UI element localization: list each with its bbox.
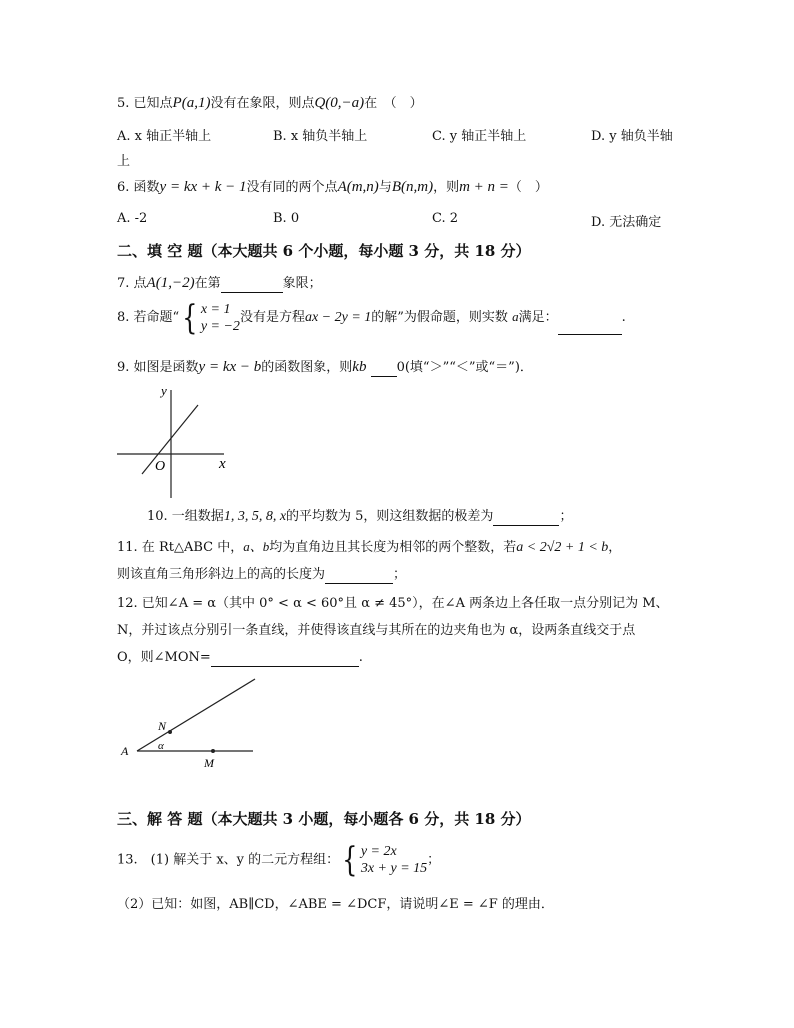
q12-label-a: A bbox=[121, 744, 129, 758]
q12-line2: N，并过该点分别引一条直线，并使得该直线与其所在的边夹角也为 α，设两条直线交于点 bbox=[117, 623, 636, 638]
q7-answer-blank[interactable] bbox=[221, 278, 283, 293]
q11-answer-blank[interactable] bbox=[325, 569, 393, 584]
q6-option-b[interactable]: B. 0 bbox=[273, 211, 300, 226]
q11-line2: 则该直角三角形斜边上的高的长度为 ； bbox=[117, 567, 407, 582]
q9-function-line bbox=[142, 405, 198, 474]
section3-title: 三、解 答 题（本大题共 3 小题，每小题各 6 分，共 18 分） bbox=[117, 810, 531, 828]
q6-option-a[interactable]: A. -2 bbox=[117, 211, 148, 226]
q8-stem: 8. 若命题“{ x = 1 y = −2没有是方程ax − 2y = 1的解”为假命题，则实数 a满足： . bbox=[117, 297, 626, 338]
q5-option-d-wrap: 上 bbox=[117, 154, 131, 169]
q10-answer-blank[interactable] bbox=[493, 511, 559, 526]
q8-system: x = 1 y = −2 bbox=[200, 301, 240, 334]
q13-part1: 13. (1) 解关于 x、y 的二元方程组：{ y = 2x 3x + y = 15； bbox=[117, 840, 441, 880]
q5-option-d[interactable]: D. y 轴负半轴 bbox=[591, 129, 673, 144]
q8-system-brace: { bbox=[182, 297, 198, 338]
q9-y-label: y bbox=[161, 383, 167, 398]
q9-graph bbox=[112, 382, 237, 502]
q12-stem: 12. 已知∠A = α（其中 0° < α < 60°且 α ≠ 45°），在∠A 两条边上各任取一点分别记为 M、 bbox=[117, 596, 669, 611]
q6-option-d[interactable]: D. 无法确定 bbox=[591, 215, 662, 230]
q5-option-a[interactable]: A. x 轴正半轴上 bbox=[117, 129, 212, 144]
q6-stem: 6. 函数y = kx + k − 1没有同的两个点A(m,n)与B(n,m)，则m + n =（ ） bbox=[117, 179, 548, 195]
q12-angle-figure bbox=[115, 674, 265, 774]
q13-system: y = 2x 3x + y = 15 bbox=[360, 844, 428, 876]
q9-origin-label: O bbox=[155, 459, 166, 474]
q12-point-m bbox=[211, 749, 215, 753]
q12-line3: O，则∠MON= . bbox=[117, 650, 363, 665]
q9-x-label: x bbox=[219, 456, 226, 472]
q8-answer-blank[interactable] bbox=[558, 320, 622, 335]
q6-option-c[interactable]: C. 2 bbox=[432, 211, 459, 226]
q12-answer-blank[interactable] bbox=[211, 652, 359, 667]
q7-stem: 7. 点A(1,−2)在第 象限； bbox=[117, 275, 322, 291]
q13-system-brace: { bbox=[342, 840, 358, 880]
q12-label-alpha: α bbox=[158, 740, 164, 752]
q13-part2: （2）已知：如图，AB∥CD，∠ABE = ∠DCF，请说明∠E = ∠F 的理由． bbox=[117, 897, 554, 912]
q9-stem: 9. 如图是函数y = kx − b的函数图象，则kb 0(填“＞”“＜”或“＝”)． bbox=[117, 359, 533, 375]
q5-stem: 5. 已知点P(a,1)没有在象限，则点Q(0,−a)在 （ ） bbox=[117, 95, 423, 111]
q12-label-n: N bbox=[158, 719, 167, 733]
q12-upper-ray bbox=[137, 679, 255, 751]
section2-title: 二、填 空 题（本大题共 6 个小题，每小题 3 分，共 18 分） bbox=[117, 242, 531, 260]
q9-answer-blank[interactable] bbox=[371, 362, 397, 377]
q12-label-m: M bbox=[204, 756, 214, 770]
q10-stem: 10. 一组数据1, 3, 5, 8, x的平均数为 5，则这组数据的极差为 ； bbox=[147, 509, 573, 524]
q5-option-b[interactable]: B. x 轴负半轴上 bbox=[273, 129, 368, 144]
q12-point-n bbox=[168, 730, 172, 734]
q11-stem: 11. 在 Rt△ABC 中，a、b均为直角边且其长度为相邻的两个整数，若a < 2√2 + 1 < b， bbox=[117, 539, 622, 555]
q5-option-c[interactable]: C. y 轴正半轴上 bbox=[432, 129, 527, 144]
